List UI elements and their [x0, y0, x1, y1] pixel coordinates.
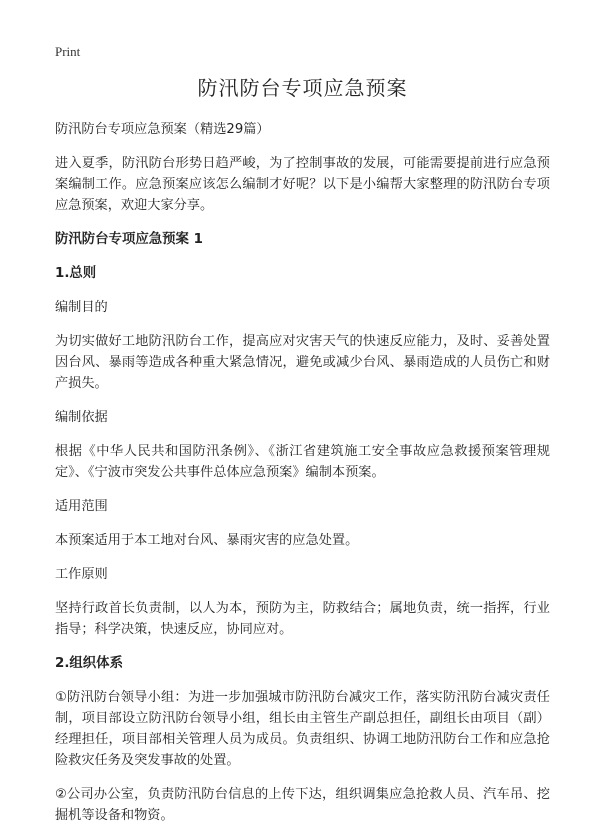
purpose-label: 编制目的	[55, 300, 108, 315]
subtitle: 防汛防台专项应急预案（精选29篇）	[55, 122, 270, 137]
basis-label: 编制依据	[55, 410, 108, 425]
org-item-2: ②公司办公室，负责防汛防台信息的上传下达，组织调集应急抢救人员、汽车吊、挖掘机等设备和物资。	[55, 787, 550, 823]
purpose-text: 为切实做好工地防汛防台工作，提高应对灾害天气的快速反应能力，及时、妥善处置因台风、暴雨等造成各种重大紧急情况，避免或减少台风、暴雨造成的人员伤亡和财产损失。	[55, 334, 550, 391]
principle-text: 坚持行政首长负责制，以人为本，预防为主，防救结合；属地负责，统一指挥，行业指导；科学决策，快速反应，协同应对。	[55, 601, 550, 637]
heading-organization: 2.组织体系	[55, 656, 123, 671]
section-title: 防汛防台专项应急预案 1	[55, 232, 203, 247]
intro-paragraph: 进入夏季，防汛防台形势日趋严峻，为了控制事故的发展，可能需要提前进行应急预案编制工作。应急预案应该怎么编制才好呢？以下是小编帮大家整理的防汛防台专项应急预案，欢迎大家分享。	[55, 156, 550, 213]
print-label: Print	[55, 44, 81, 59]
scope-text: 本预案适用于本工地对台风、暴雨灾害的应急处置。	[55, 533, 359, 548]
heading-general: 1.总则	[55, 266, 97, 281]
page-title: 防汛防台专项应急预案	[197, 76, 408, 100]
scope-label: 适用范围	[55, 499, 108, 514]
document-body	[55, 72, 550, 839]
org-item-1: ①防汛防台领导小组：为进一步加强城市防汛防台减灾工作，落实防汛防台减灾责任制，项目部设立防汛防台领导小组，组长由主管生产副总担任，副组长由项目（副）经理担任，项目部相关管理人员为成员。负责组织、协调工地防汛防台工作和应急抢险救灾任务及突发事故的处置。	[55, 690, 550, 768]
principle-label: 工作原则	[55, 567, 108, 582]
basis-text: 根据《中华人民共和国防汛条例》、《浙江省建筑施工安全事故应急救援预案管理规定》、《宁波市突发公共事件总体应急预案》编制本预案。	[55, 444, 550, 480]
